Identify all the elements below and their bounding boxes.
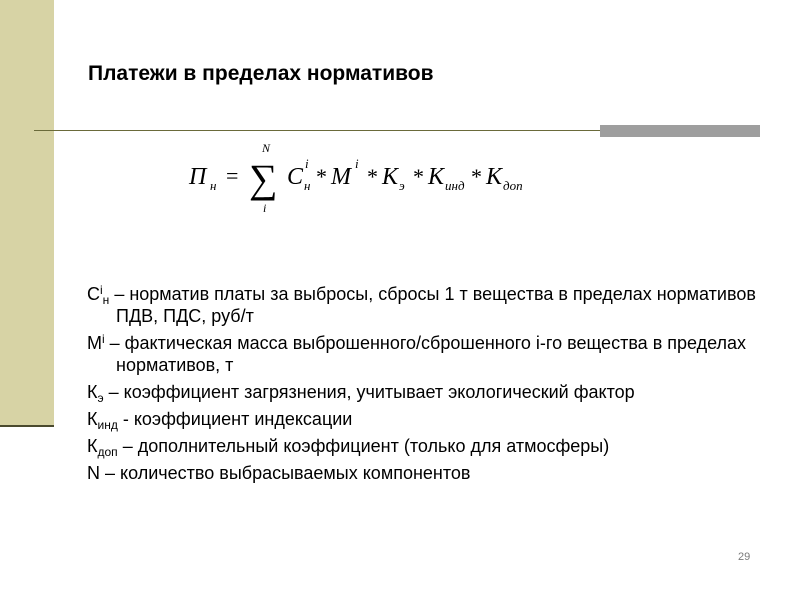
- definitions-list: [87, 283, 787, 489]
- def-text: – норматив платы за выбросы, сбросы 1 т вещества в пределах нормативов ПДВ, ПДС, руб/т: [109, 284, 756, 326]
- def-symbol: N: [87, 463, 100, 483]
- formula-k1: K: [382, 164, 399, 190]
- formula-lhs: П: [189, 164, 207, 190]
- def-symbol: К: [87, 409, 98, 429]
- def-symbol: М: [87, 333, 102, 353]
- def-symbol: С: [87, 284, 100, 304]
- title-divider-line: [34, 130, 600, 131]
- formula-lhs-sub: н: [210, 178, 217, 193]
- formula-k3-sub: доп: [503, 178, 523, 193]
- formula-k2-sub: инд: [445, 178, 465, 193]
- def-text: – коэффициент загрязнения, учитывает экологический фактор: [103, 382, 635, 402]
- def-symbol: К: [87, 436, 98, 456]
- def-sub: доп: [97, 445, 118, 459]
- slide-title: Платежи в пределах нормативов: [88, 62, 434, 85]
- definition-m: [87, 332, 787, 376]
- formula-c-sup: i: [305, 156, 309, 171]
- formula-k3: K: [486, 164, 503, 190]
- definition-k-e: [87, 381, 787, 403]
- formula-sum-upper: N: [262, 141, 271, 155]
- formula-k1-sub: э: [399, 178, 405, 193]
- def-text: – дополнительный коэффициент (только для атмосферы): [117, 436, 610, 456]
- definition-n: [87, 462, 787, 484]
- def-sup: i: [102, 332, 105, 346]
- formula-k2: K: [428, 164, 445, 190]
- formula-times-3: *: [413, 164, 424, 189]
- page-number: 29: [738, 551, 751, 563]
- formula-sum-sign: ∑: [249, 156, 278, 201]
- def-text: – количество выбрасываемых компонентов: [100, 463, 471, 483]
- definition-k-ind: [87, 408, 787, 430]
- side-decor-band: [0, 0, 54, 425]
- def-sub: инд: [97, 418, 118, 432]
- formula-c-sub: н: [304, 178, 311, 193]
- formula-times-2: *: [367, 164, 378, 189]
- formula-sum-lower: i: [263, 201, 267, 215]
- formula-times-4: *: [471, 164, 482, 189]
- payment-formula: [185, 140, 565, 220]
- formula-m-sup: i: [355, 156, 359, 171]
- formula-times-1: *: [316, 164, 327, 189]
- def-sub: н: [102, 293, 110, 307]
- def-symbol: К: [87, 382, 98, 402]
- formula-m: M: [331, 164, 351, 190]
- side-decor-line: [0, 425, 54, 427]
- def-text: - коэффициент индексации: [117, 409, 353, 429]
- def-sup: i: [100, 283, 103, 297]
- formula-equals: =: [226, 163, 239, 188]
- definition-k-dop: [87, 435, 787, 457]
- definition-c: [87, 283, 787, 327]
- title-divider-block: [600, 125, 760, 137]
- formula-c: C: [287, 164, 304, 190]
- def-text: – фактическая масса выброшенного/сброшенного i-го вещества в пределах нормативов, т: [104, 333, 747, 375]
- def-sub: э: [97, 391, 104, 405]
